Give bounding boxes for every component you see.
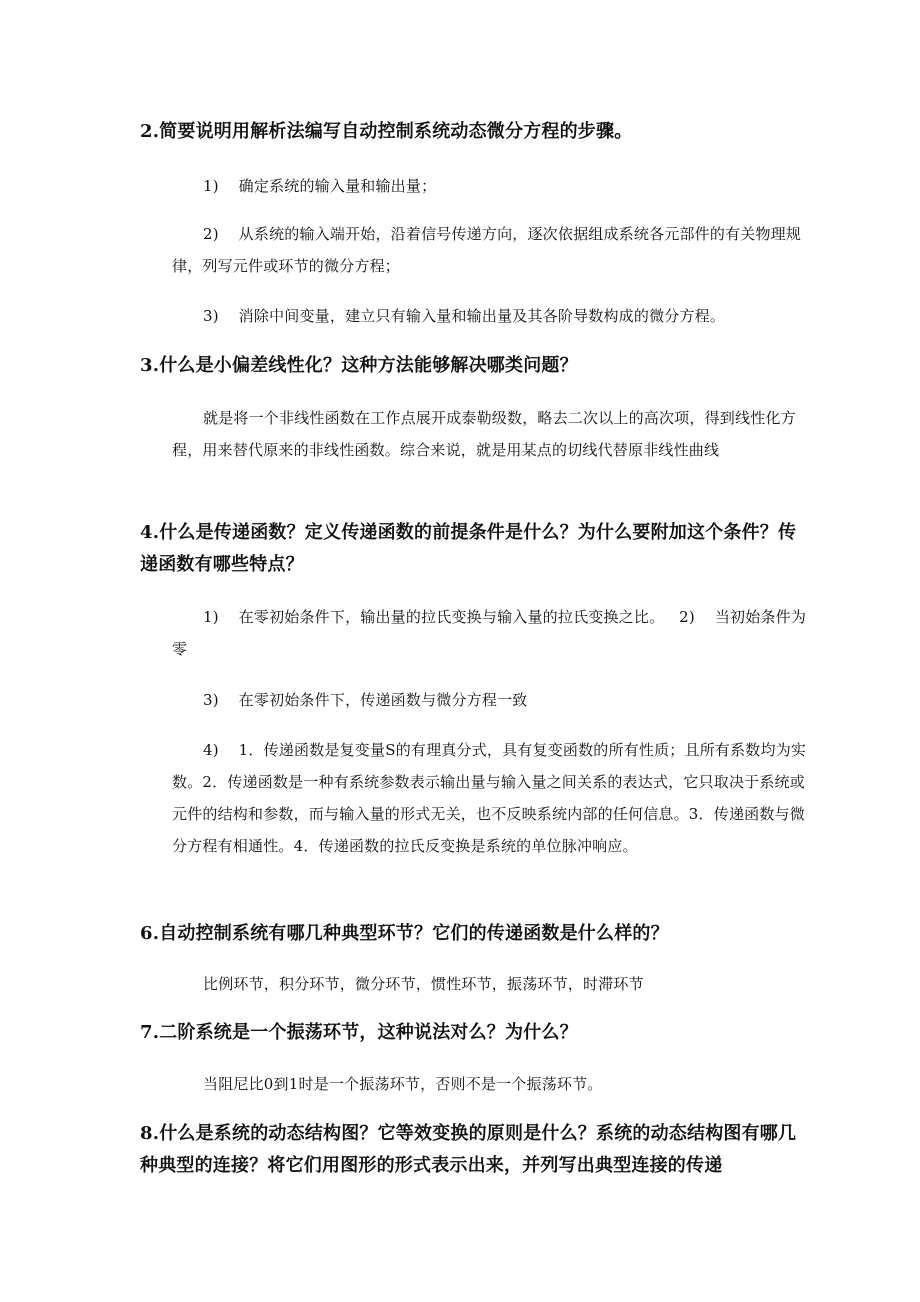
question-7-answer: 当阻尼比0到1时是一个振荡环节，否则不是一个振荡环节。 <box>203 1075 603 1093</box>
question-2-step-2: 2) 从系统的输入端开始，沿着信号传递方向，逐次依据组成系统各元部件的有关物理规律，列写元件或环节的微分方程； <box>172 225 802 275</box>
question-2-step-1: 1) 确定系统的输入量和输出量； <box>203 177 437 195</box>
question-6-answer: 比例环节，积分环节，微分环节，惯性环节，振荡环节，时滞环节 <box>203 975 644 993</box>
question-2-title: 2.简要说明用解析法编写自动控制系统动态微分方程的步骤。 <box>140 121 633 142</box>
question-3-title: 3.什么是小偏差线性化？这种方法能够解决哪类问题？ <box>140 355 578 376</box>
question-6-title: 6.自动控制系统有哪几种典型环节？它们的传递函数是什么样的？ <box>140 923 669 944</box>
question-7-title: 7.二阶系统是一个振荡环节，这种说法对么？为什么？ <box>140 1022 578 1043</box>
question-2-step-3: 3) 消除中间变量，建立只有输入量和输出量及其各阶导数构成的微分方程。 <box>203 307 726 325</box>
question-4-answer-1-2: 1) 在零初始条件下，输出量的拉氏变换与输入量的拉氏变换之比。 2) 当初始条件为零 <box>172 608 807 658</box>
question-3-answer: 就是将一个非线性函数在工作点展开成泰勒级数，略去二次以上的高次项，得到线性化方程，用来替代原来的非线性函数。综合来说，就是用某点的切线代替原非线性曲线 <box>172 409 796 459</box>
question-4-answer-3: 3) 在零初始条件下，传递函数与微分方程一致 <box>203 691 528 709</box>
question-4-answer-4: 4) 1．传递函数是复变量S的有理真分式，具有复变函数的所有性质；且所有系数均为实数。2．传递函数是一种有系统参数表示输出量与输入量之间关系的表达式，它只取决于系统或元件的结构和参数，而与输入量的形式无关，也不反映系统内部的任何信息。3．传递函数与微分方程有相通性。4．传递函数的拉氏反变换是系统的单位脉冲响应。 <box>172 741 807 855</box>
question-8-title: 8.什么是系统的动态结构图？它等效变换的原则是什么？系统的动态结构图有哪几种典型的连接？将它们用图形的形式表示出来，并列写出典型连接的传递 <box>140 1123 797 1176</box>
question-4-title: 4.什么是传递函数？定义传递函数的前提条件是什么？为什么要附加这个条件？传递函数有哪些特点？ <box>140 522 797 575</box>
